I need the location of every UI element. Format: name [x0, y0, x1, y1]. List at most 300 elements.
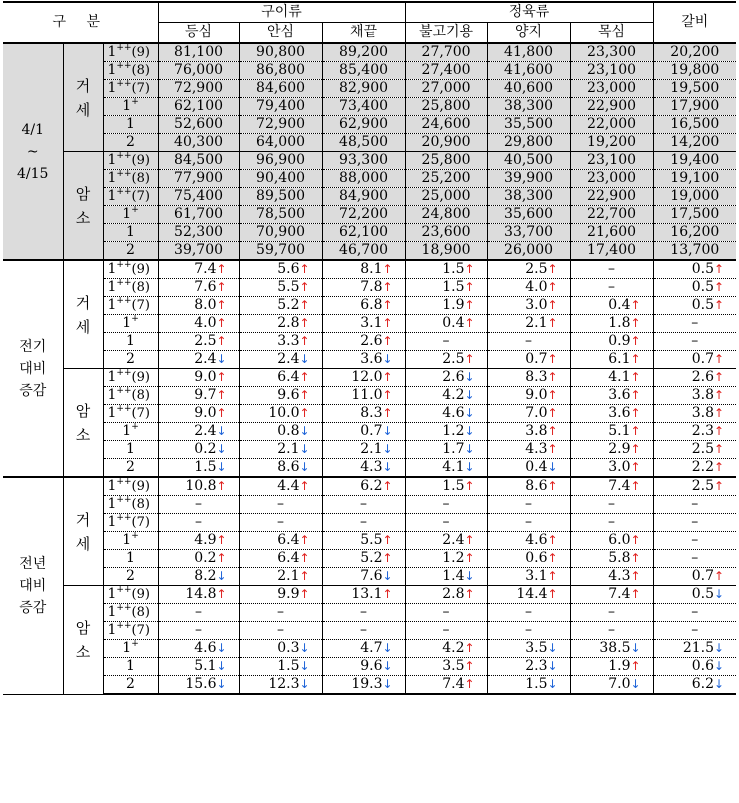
arrow-up-icon: ↑	[630, 298, 641, 312]
price-cell: 38,300	[487, 98, 570, 116]
change-cell	[322, 496, 405, 514]
arrow-up-icon: ↑	[547, 370, 558, 384]
change-value: –	[691, 315, 699, 331]
grade-label	[103, 170, 158, 188]
change-value: 1.2	[442, 550, 465, 566]
arrow-down-icon: ↓	[382, 442, 393, 456]
table-row	[3, 459, 736, 478]
change-value: 7.0	[525, 405, 548, 421]
change-value: 10.0	[268, 405, 300, 421]
change-value: 0.5	[691, 279, 715, 295]
price-cell: 19,800	[653, 62, 736, 80]
change-value: 2.4	[442, 532, 465, 548]
change-cell	[158, 351, 239, 369]
table-row	[3, 170, 736, 188]
arrow-down-icon: ↓	[299, 424, 310, 438]
change-value: 7.6	[360, 568, 383, 584]
arrow-down-icon: ↓	[299, 659, 310, 673]
arrow-up-icon: ↑	[382, 370, 393, 384]
grade-base: 2	[126, 459, 135, 475]
arrow-up-icon: ↑	[630, 370, 641, 384]
arrow-up-icon: ↑	[714, 569, 725, 583]
change-cell	[570, 333, 653, 351]
arrow-down-icon: ↓	[299, 677, 310, 691]
change-value: 0.9	[608, 333, 631, 349]
change-cell	[487, 441, 570, 459]
arrow-up-icon: ↑	[299, 262, 310, 276]
arrow-up-icon: ↑	[464, 533, 475, 547]
change-cell	[322, 622, 405, 640]
grade-superscript: ++	[116, 79, 132, 89]
change-cell	[158, 640, 239, 658]
change-cell	[487, 315, 570, 333]
arrow-up-icon: ↑	[547, 280, 558, 294]
arrow-up-icon: ↑	[714, 388, 725, 402]
grade-base: 1	[126, 550, 135, 566]
change-cell	[239, 477, 322, 496]
price-cell: 23,000	[570, 170, 653, 188]
change-value: 12.3	[268, 676, 300, 692]
change-cell	[239, 622, 322, 640]
change-value: –	[442, 333, 450, 349]
change-value: –	[525, 622, 533, 638]
change-value: 0.8	[277, 423, 300, 439]
change-value: 6.8	[360, 297, 383, 313]
price-cell: 84,600	[239, 80, 322, 98]
price-cell: 19,200	[570, 134, 653, 152]
table-row	[3, 658, 736, 676]
price-cell: 52,300	[158, 224, 239, 242]
grade-base: 1	[107, 496, 117, 512]
price-cell: 25,800	[405, 152, 487, 170]
price-cell: 35,600	[487, 206, 570, 224]
change-value: 0.2	[194, 550, 217, 566]
arrow-up-icon: ↑	[299, 569, 310, 583]
arrow-down-icon: ↓	[216, 442, 227, 456]
grade-base: 1	[122, 98, 132, 114]
change-cell	[570, 532, 653, 550]
change-cell	[405, 459, 487, 478]
change-cell	[570, 604, 653, 622]
change-cell	[239, 550, 322, 568]
grade-base: 1	[122, 532, 132, 548]
table-row	[3, 315, 736, 333]
change-cell	[487, 496, 570, 514]
price-cell: 40,500	[487, 152, 570, 170]
change-cell	[158, 658, 239, 676]
change-value: 3.6	[360, 351, 383, 367]
sex-label-geose: 거 세	[63, 260, 103, 369]
price-cell: 27,400	[405, 62, 487, 80]
arrow-down-icon: ↓	[714, 587, 725, 601]
change-cell	[239, 405, 322, 423]
change-value: 8.2	[194, 568, 217, 584]
arrow-down-icon: ↓	[382, 352, 393, 366]
grade-superscript: ++	[116, 278, 132, 288]
price-cell: 89,200	[322, 43, 405, 62]
change-cell	[653, 459, 736, 478]
change-cell	[405, 568, 487, 586]
arrow-up-icon: ↑	[216, 479, 227, 493]
table-row	[3, 116, 736, 134]
change-value: 7.8	[360, 279, 383, 295]
price-cell: 90,800	[239, 43, 322, 62]
grade-base: 1	[126, 116, 135, 132]
change-value: 14.8	[185, 586, 217, 602]
price-cell: 93,300	[322, 152, 405, 170]
arrow-up-icon: ↑	[464, 677, 475, 691]
change-cell	[239, 604, 322, 622]
price-cell: 17,900	[653, 98, 736, 116]
sex-label-geose: 거 세	[63, 43, 103, 152]
grade-label	[103, 62, 158, 80]
change-value: –	[525, 496, 533, 512]
change-cell	[322, 405, 405, 423]
grade-superscript: ++	[116, 603, 132, 613]
grade-label	[103, 676, 158, 695]
change-value: 5.5	[277, 279, 300, 295]
change-value: 4.0	[525, 279, 548, 295]
price-cell: 41,600	[487, 62, 570, 80]
change-cell	[405, 550, 487, 568]
price-cell: 79,400	[239, 98, 322, 116]
change-value: 3.5	[442, 658, 465, 674]
arrow-up-icon: ↑	[547, 424, 558, 438]
change-cell	[322, 387, 405, 405]
change-cell	[570, 351, 653, 369]
grade-base: 1	[126, 224, 135, 240]
grade-label	[103, 405, 158, 423]
grade-superscript: ++	[116, 61, 132, 71]
arrow-up-icon: ↑	[714, 370, 725, 384]
price-cell: 19,400	[653, 152, 736, 170]
change-value: 2.3	[691, 423, 715, 439]
arrow-up-icon: ↑	[630, 659, 641, 673]
change-value: 3.5	[525, 640, 548, 656]
change-cell	[158, 550, 239, 568]
grade-label	[103, 459, 158, 478]
arrow-down-icon: ↓	[216, 424, 227, 438]
change-value: 2.8	[277, 315, 300, 331]
change-cell	[405, 676, 487, 695]
change-cell	[405, 387, 487, 405]
change-cell	[322, 423, 405, 441]
grade-label	[103, 586, 158, 604]
change-value: 8.3	[525, 369, 548, 385]
change-value: 4.3	[360, 459, 383, 475]
change-cell	[158, 622, 239, 640]
change-value: 0.5	[691, 297, 715, 313]
period-label: 전기 대비 증감	[3, 260, 63, 477]
change-cell	[322, 333, 405, 351]
grade-base: 2	[126, 351, 135, 367]
header-group-cuts: 정육류	[405, 2, 653, 23]
arrow-up-icon: ↑	[714, 352, 725, 366]
change-value: 9.0	[525, 387, 548, 403]
arrow-up-icon: ↑	[547, 316, 558, 330]
header-galbi: 갈비	[653, 2, 736, 43]
price-cell: 72,900	[239, 116, 322, 134]
change-value: 2.2	[691, 459, 715, 475]
change-cell	[487, 405, 570, 423]
table-row	[3, 496, 736, 514]
arrow-down-icon: ↓	[382, 424, 393, 438]
change-cell	[239, 387, 322, 405]
change-cell	[570, 423, 653, 441]
change-value: 7.4	[442, 676, 465, 692]
price-cell: 39,700	[158, 242, 239, 261]
table-row	[3, 640, 736, 658]
change-value: 14.4	[516, 586, 548, 602]
table-row	[3, 514, 736, 532]
change-value: 4.0	[194, 315, 217, 331]
arrow-down-icon: ↓	[464, 388, 475, 402]
header-col-moksim: 목심	[570, 23, 653, 44]
change-cell	[570, 586, 653, 604]
change-cell	[158, 405, 239, 423]
change-value: 0.4	[525, 459, 548, 475]
change-cell	[653, 514, 736, 532]
change-cell	[158, 568, 239, 586]
grade-suffix: (7)	[131, 81, 150, 96]
arrow-up-icon: ↑	[382, 406, 393, 420]
change-value: 9.7	[194, 387, 217, 403]
price-cell: 64,000	[239, 134, 322, 152]
change-cell	[487, 477, 570, 496]
change-cell	[487, 640, 570, 658]
grade-base: 2	[126, 242, 135, 258]
section-prev_year	[3, 477, 736, 694]
change-cell	[405, 604, 487, 622]
change-value: 0.5	[691, 586, 715, 602]
price-cell: 88,000	[322, 170, 405, 188]
arrow-up-icon: ↑	[630, 460, 641, 474]
change-value: 7.4	[194, 261, 217, 277]
grade-suffix: (7)	[131, 515, 150, 530]
change-cell	[653, 658, 736, 676]
grade-suffix: (9)	[131, 262, 150, 277]
change-value: 8.6	[277, 459, 300, 475]
change-cell	[487, 297, 570, 315]
grade-superscript: +	[131, 531, 139, 541]
price-cell: 16,500	[653, 116, 736, 134]
change-value: 6.2	[360, 478, 383, 494]
grade-superscript: ++	[116, 43, 132, 53]
change-cell	[158, 676, 239, 695]
change-cell	[158, 496, 239, 514]
change-cell	[653, 423, 736, 441]
arrow-down-icon: ↓	[216, 641, 227, 655]
change-value: 2.6	[360, 333, 383, 349]
change-value: –	[195, 622, 203, 638]
change-value: –	[691, 333, 699, 349]
change-cell	[405, 514, 487, 532]
change-value: –	[525, 333, 533, 349]
table-row	[3, 586, 736, 604]
change-cell	[487, 514, 570, 532]
change-value: 2.9	[608, 441, 631, 457]
grade-label	[103, 315, 158, 333]
grade-superscript: ++	[116, 260, 132, 270]
change-value: 4.6	[525, 532, 548, 548]
arrow-up-icon: ↑	[714, 479, 725, 493]
change-cell	[405, 532, 487, 550]
grade-label	[103, 152, 158, 170]
arrow-up-icon: ↑	[382, 316, 393, 330]
change-value: 0.7	[360, 423, 383, 439]
price-cell: 20,200	[653, 43, 736, 62]
change-cell	[405, 279, 487, 297]
change-cell	[653, 405, 736, 423]
price-cell: 19,000	[653, 188, 736, 206]
grade-label	[103, 224, 158, 242]
change-cell	[158, 459, 239, 478]
change-value: 2.6	[442, 369, 465, 385]
change-cell	[570, 369, 653, 387]
change-value: 1.5	[442, 261, 465, 277]
grade-superscript: ++	[116, 477, 132, 487]
arrow-up-icon: ↑	[216, 370, 227, 384]
change-cell	[405, 496, 487, 514]
change-cell	[570, 315, 653, 333]
arrow-up-icon: ↑	[299, 298, 310, 312]
arrow-up-icon: ↑	[547, 406, 558, 420]
grade-suffix: (9)	[131, 370, 150, 385]
change-cell	[570, 550, 653, 568]
change-value: 4.4	[277, 478, 300, 494]
arrow-up-icon: ↑	[464, 587, 475, 601]
grade-label	[103, 297, 158, 315]
arrow-up-icon: ↑	[382, 334, 393, 348]
grade-label	[103, 369, 158, 387]
table-row	[3, 441, 736, 459]
grade-base: 1	[107, 586, 117, 602]
grade-base: 1	[107, 62, 117, 78]
sex-label-amso: 암 소	[63, 369, 103, 478]
arrow-up-icon: ↑	[630, 479, 641, 493]
change-value: –	[360, 604, 368, 620]
change-cell	[239, 676, 322, 695]
table-row	[3, 279, 736, 297]
price-cell: 72,200	[322, 206, 405, 224]
change-cell	[405, 586, 487, 604]
table-row	[3, 369, 736, 387]
change-cell	[158, 333, 239, 351]
change-cell	[322, 315, 405, 333]
arrow-up-icon: ↑	[382, 262, 393, 276]
change-value: 1.5	[442, 279, 465, 295]
change-value: 2.5	[525, 261, 548, 277]
arrow-up-icon: ↑	[547, 551, 558, 565]
arrow-up-icon: ↑	[714, 262, 725, 276]
change-value: 7.0	[608, 676, 631, 692]
change-value: 1.2	[442, 423, 465, 439]
arrow-up-icon: ↑	[299, 334, 310, 348]
change-value: 5.5	[360, 532, 383, 548]
change-value: 0.4	[608, 297, 631, 313]
change-value: 4.7	[360, 640, 383, 656]
grade-superscript: ++	[116, 513, 132, 523]
change-value: 0.2	[194, 441, 217, 457]
grade-base: 1	[107, 188, 117, 204]
change-value: –	[442, 514, 450, 530]
section-price	[3, 43, 736, 260]
price-cell: 62,900	[322, 116, 405, 134]
change-value: –	[360, 496, 368, 512]
table-row	[3, 477, 736, 496]
price-cell: 13,700	[653, 242, 736, 261]
grade-suffix: (8)	[131, 497, 150, 512]
change-value: –	[442, 496, 450, 512]
arrow-up-icon: ↑	[714, 460, 725, 474]
change-value: 9.6	[277, 387, 300, 403]
price-cell: 17,400	[570, 242, 653, 261]
grade-suffix: (9)	[131, 153, 150, 168]
change-value: 3.6	[608, 387, 631, 403]
change-value: 2.4	[194, 423, 217, 439]
grade-suffix: (8)	[131, 63, 150, 78]
table-row	[3, 62, 736, 80]
grade-base: 1	[107, 514, 117, 530]
change-value: 1.8	[608, 315, 631, 331]
arrow-up-icon: ↑	[630, 442, 641, 456]
change-value: 2.3	[525, 658, 548, 674]
change-cell	[239, 496, 322, 514]
change-cell	[322, 260, 405, 279]
change-cell	[239, 333, 322, 351]
change-cell	[653, 279, 736, 297]
arrow-down-icon: ↓	[216, 659, 227, 673]
grade-superscript: +	[131, 97, 139, 107]
price-cell: 27,000	[405, 80, 487, 98]
grade-label	[103, 260, 158, 279]
price-cell: 22,900	[570, 98, 653, 116]
change-value: 6.1	[608, 351, 631, 367]
change-value: –	[525, 514, 533, 530]
arrow-up-icon: ↑	[630, 352, 641, 366]
change-cell	[322, 477, 405, 496]
arrow-up-icon: ↑	[464, 659, 475, 673]
section-prev_period	[3, 260, 736, 477]
arrow-up-icon: ↑	[714, 406, 725, 420]
arrow-up-icon: ↑	[216, 334, 227, 348]
table-row	[3, 604, 736, 622]
grade-superscript: ++	[116, 169, 132, 179]
arrow-down-icon: ↓	[299, 641, 310, 655]
arrow-up-icon: ↑	[630, 533, 641, 547]
price-cell: 23,000	[570, 80, 653, 98]
price-cell: 62,100	[158, 98, 239, 116]
change-value: 3.1	[360, 315, 383, 331]
grade-suffix: (8)	[131, 605, 150, 620]
change-cell	[405, 477, 487, 496]
change-value: –	[691, 604, 699, 620]
change-value: 4.9	[194, 532, 217, 548]
price-cell: 85,400	[322, 62, 405, 80]
change-value: –	[525, 604, 533, 620]
change-value: 15.6	[185, 676, 217, 692]
grade-superscript: ++	[116, 621, 132, 631]
arrow-down-icon: ↓	[299, 460, 310, 474]
arrow-up-icon: ↑	[464, 479, 475, 493]
change-cell	[405, 297, 487, 315]
arrow-up-icon: ↑	[630, 334, 641, 348]
arrow-up-icon: ↑	[299, 479, 310, 493]
grade-label	[103, 387, 158, 405]
change-cell	[570, 387, 653, 405]
change-value: –	[442, 604, 450, 620]
price-cell: 52,600	[158, 116, 239, 134]
